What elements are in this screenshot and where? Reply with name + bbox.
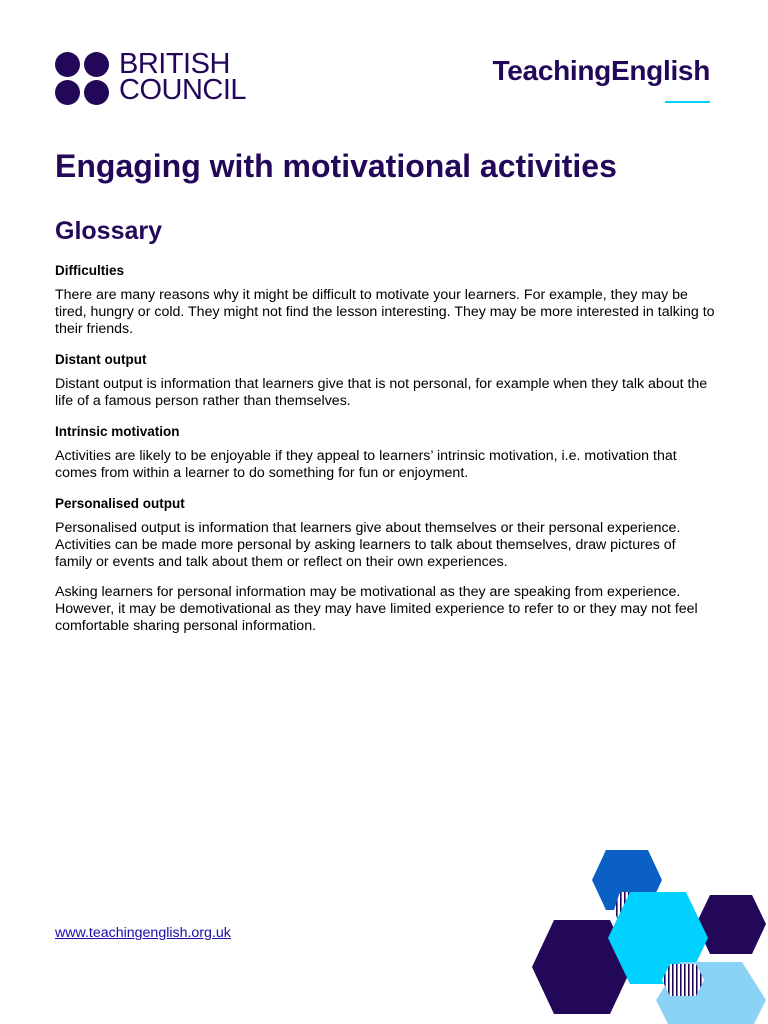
glossary-definition: There are many reasons why it might be difficult to motivate your learners. For example, they may be tired, hungry or cold. They might not find the lesson interesting. They may be more interested in talking to their friends. xyxy=(55,287,715,337)
british-council-logo xyxy=(55,48,265,107)
glossary-term: Personalised output xyxy=(55,496,185,511)
glossary-definition: Asking learners for personal information may be motivational as they are speaking from experience. However, it may be demotivational as they may have limited experience to refer to or they may not feel comfortable sharing personal information. xyxy=(55,584,698,634)
logo-line-1: BRITISH xyxy=(119,48,230,80)
page-title: Engaging with motivational activities xyxy=(55,148,617,184)
logo-wordmark xyxy=(119,48,247,106)
glossary-term: Difficulties xyxy=(55,263,125,278)
glossary-definition: Distant output is information that learners give that is not personal, for example when they talk about the life of a famous person rather than themselves. xyxy=(55,376,708,409)
glossary-list xyxy=(55,262,715,648)
glossary-definition: Activities are likely to be enjoyable if they appeal to learners’ intrinsic motivation, i.e. motivation that comes from within a learner to do something for fun or enjoyment. xyxy=(55,448,677,481)
decorative-hexagons-graphic xyxy=(520,840,768,1024)
glossary-entry-distant-output xyxy=(55,351,715,410)
section-heading: Glossary xyxy=(55,217,163,245)
logo-dots-icon xyxy=(55,51,115,107)
glossary-term: Intrinsic motivation xyxy=(55,424,180,439)
glossary-entry-personalised-output xyxy=(55,495,715,635)
glossary-entry-intrinsic-motivation xyxy=(55,423,715,482)
logo-line-2: COUNCIL xyxy=(119,74,247,106)
glossary-entry-difficulties xyxy=(55,262,715,338)
glossary-definition: Personalised output is information that learners give about themselves or their personal experience. Activities can be made more personal by asking learners to talk about themselves, draw pictures of family or events and talk about them or reflect on their own experiences. xyxy=(55,520,681,570)
hexagon-indigo-small-shape xyxy=(696,895,766,954)
website-link[interactable]: www.teachingenglish.org.uk xyxy=(55,925,231,941)
teachingenglish-brand: TeachingEnglish xyxy=(492,55,710,86)
glossary-term: Distant output xyxy=(55,352,147,367)
brand-underline xyxy=(665,101,710,103)
hexagon-hatched-bottom-shape xyxy=(662,964,704,996)
